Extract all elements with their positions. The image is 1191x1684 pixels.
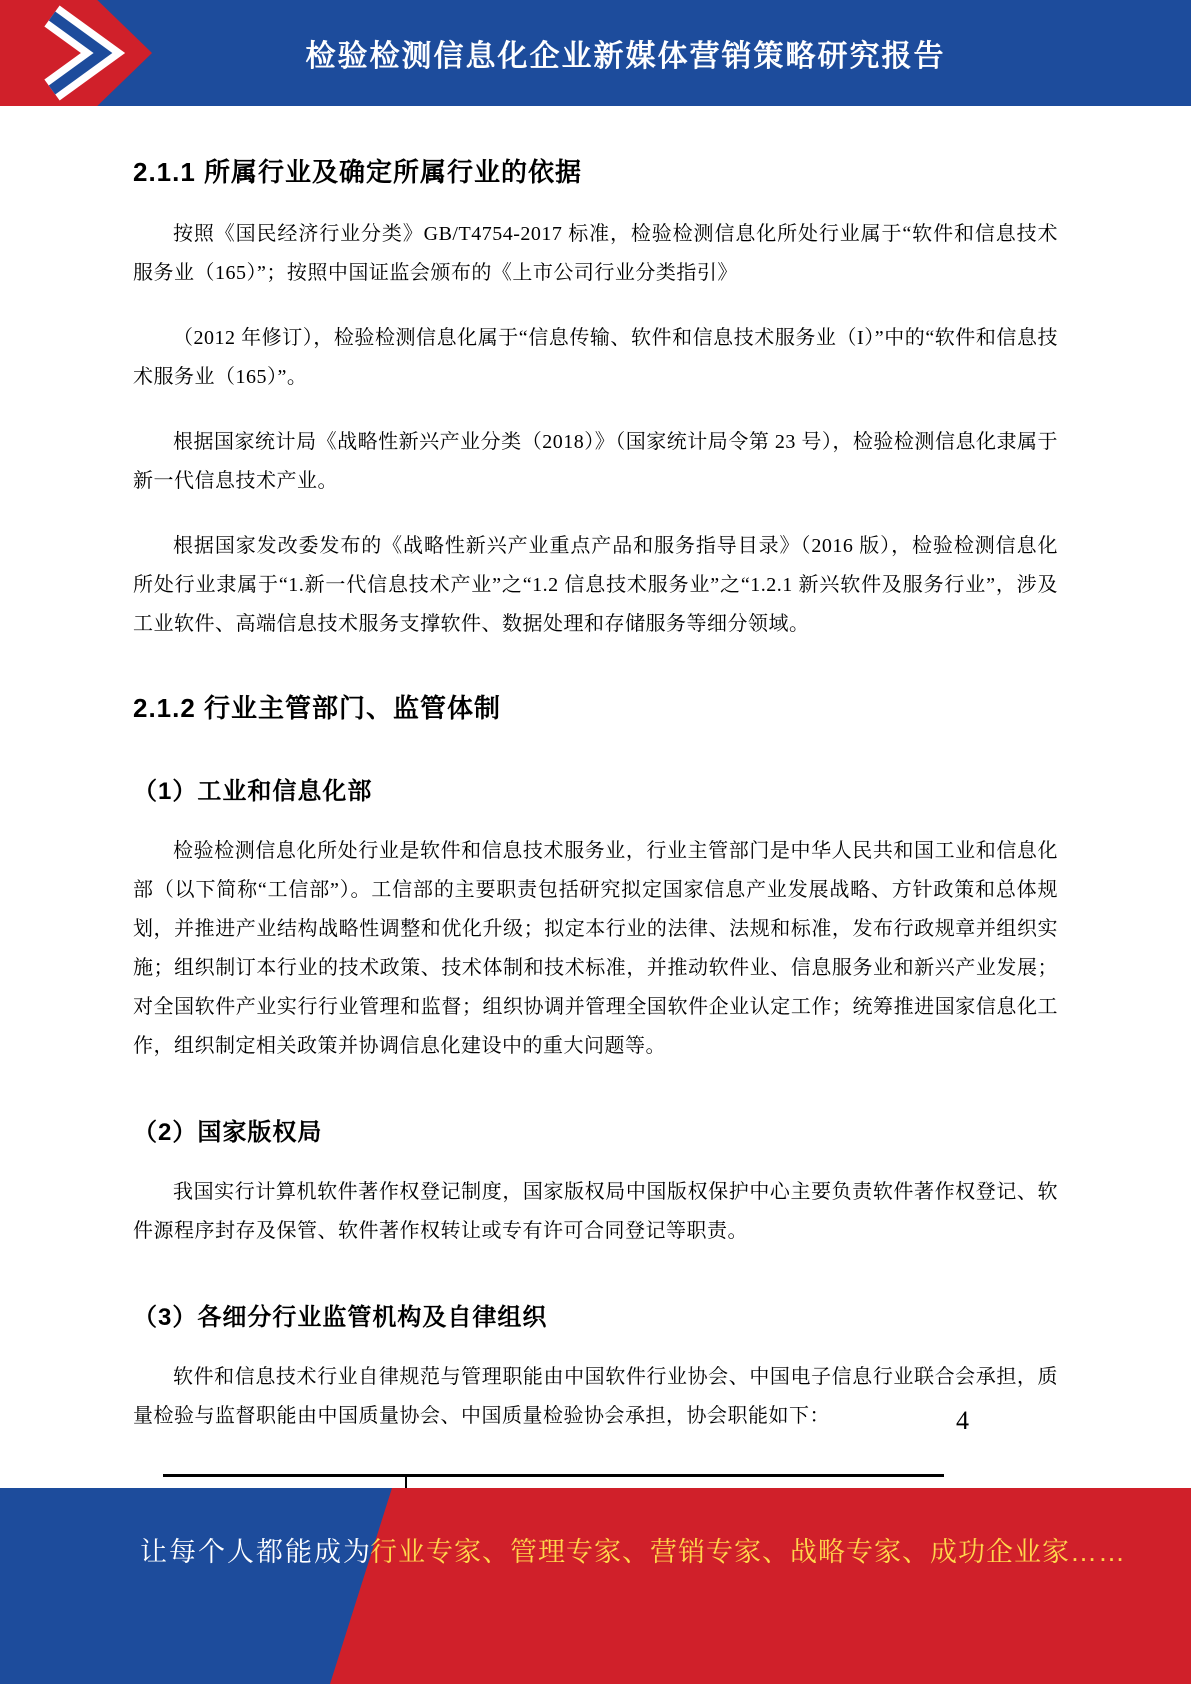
paragraph: （2012 年修订），检验检测信息化属于“信息传输、软件和信息技术服务业（I）”中的“软件和信息技术服务业（165）”。 [133, 327, 1058, 388]
paragraph: 根据国家发改委发布的《战略性新兴产业重点产品和服务指导目录》（2016 版），检验检测信息化所处行业隶属于“1.新一代信息技术产业”之“1.2 信息技术服务业”之“1.2.1 新兴软件及服务行业”，涉及工业软件、高端信息技术服务支撑软件、数据处理和存储服务等细分领域。 [133, 535, 1058, 635]
paragraph: 软件和信息技术行业自律规范与管理职能由中国软件行业协会、中国电子信息行业联合会承担，质量检验与监督职能由中国质量协会、中国质量检验协会承担，协会职能如下： [133, 1366, 1058, 1427]
paragraph: 我国实行计算机软件著作权登记制度，国家版权局中国版权保护中心主要负责软件著作权登记、软件源程序封存及保管、软件著作权转让或专有许可合同登记等职责。 [133, 1181, 1058, 1242]
chevron-right-icon [0, 0, 152, 106]
sub-heading-1: （1）工业和信息化部 [133, 778, 373, 805]
header-banner [0, 0, 1191, 106]
banner-arrow-decoration [0, 0, 152, 106]
footer-banner [0, 1488, 1191, 1684]
footer-slogan-right: 行业专家、管理专家、营销专家、战略专家、成功企业家…… [370, 1537, 1126, 1567]
footer-slogan-left: 让每个人都能成为 [140, 1537, 372, 1567]
report-title: 检验检测信息化企业新媒体营销策略研究报告 [305, 40, 946, 73]
section-heading-2-1-2: 2.1.2 行业主管部门、监管体制 [133, 693, 502, 723]
page-number: 4 [956, 1406, 969, 1435]
paragraph: 检验检测信息化所处行业是软件和信息技术服务业，行业主管部门是中华人民共和国工业和信息化部（以下简称“工信部”）。工信部的主要职责包括研究拟定国家信息产业发展战略、方针政策和总体规划，并推进产业结构战略性调整和优化升级；拟定本行业的法律、法规和标准，发布行政规章并组织实施；组织制订本行业的技术政策、技术体制和技术标准，并推动软件业、信息服务业和新兴产业发展；对全国软件产业实行行业管理和监督；组织协调并管理全国软件企业认定工作；统筹推进国家信息化工作，组织制定相关政策并协调信息化建设中的重大问题等。 [133, 840, 1058, 1057]
sub-heading-2: （2）国家版权局 [133, 1119, 323, 1146]
section-heading-2-1-1: 2.1.1 所属行业及确定所属行业的依据 [133, 157, 583, 187]
footer-red-band [330, 1488, 1191, 1684]
paragraph: 按照《国民经济行业分类》GB/T4754-2017 标准，检验检测信息化所处行业属于“软件和信息技术服务业（165）”；按照中国证监会颁布的《上市公司行业分类指引》 [133, 223, 1058, 284]
document-content [0, 106, 1191, 1534]
paragraph: 根据国家统计局《战略性新兴产业分类（2018）》（国家统计局令第 23 号），检验检测信息化隶属于新一代信息技术产业。 [133, 431, 1058, 492]
sub-heading-3: （3）各细分行业监管机构及自律组织 [133, 1304, 548, 1331]
